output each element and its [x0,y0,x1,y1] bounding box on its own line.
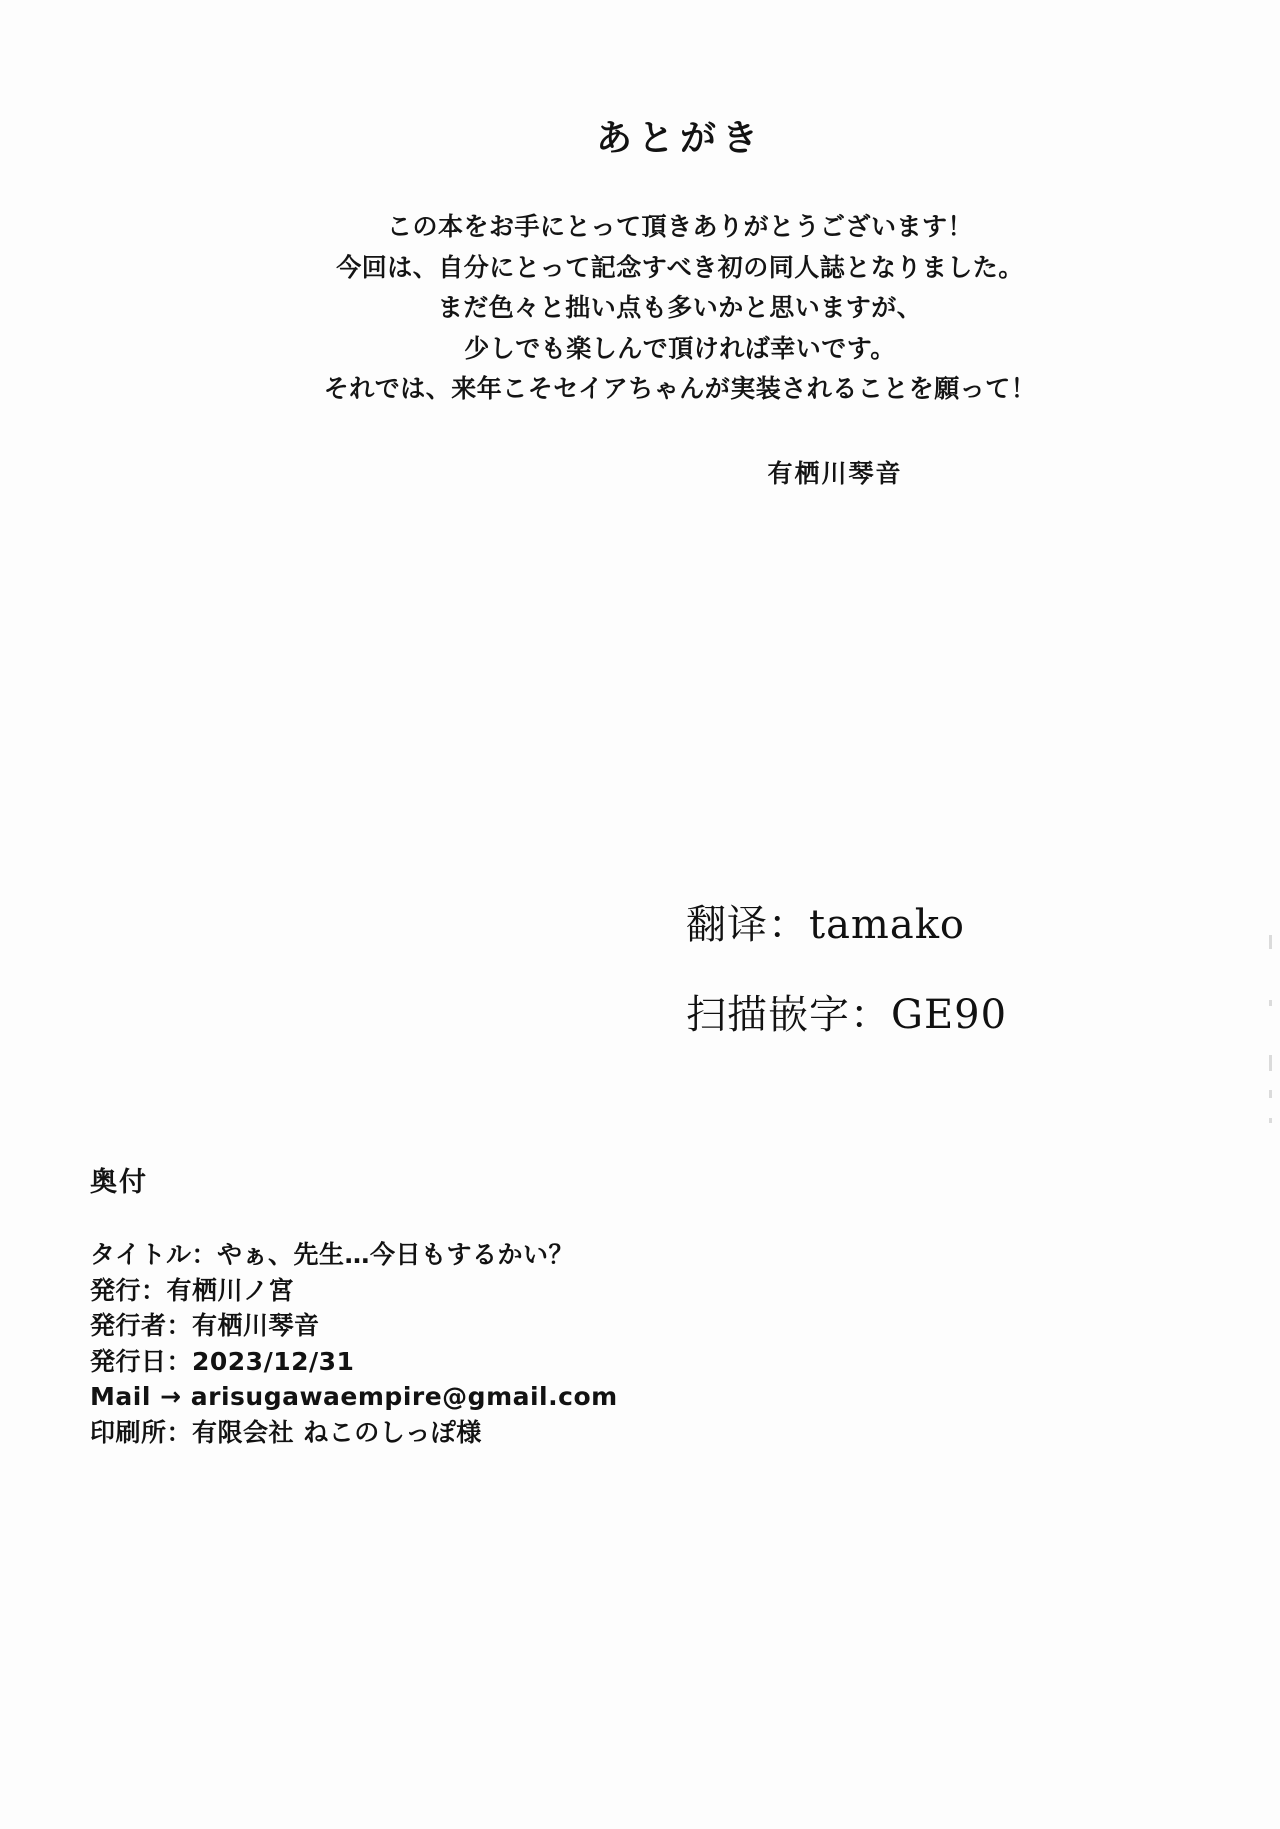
colophon-entry-date: 発行日：2023/12/31 [90,1346,355,1376]
scan-artifact [1269,1118,1272,1123]
typesetting-credit: 扫描嵌字：GE90 [686,992,1008,1038]
afterword-section [180,110,1180,490]
colophon-entry-circle: 発行：有栖川ノ宮 [90,1275,295,1305]
afterword-body [180,207,1180,410]
scan-artifact [1269,935,1272,949]
colophon-list [90,1237,618,1450]
scan-artifact [1269,1090,1272,1098]
scan-artifact [1269,1055,1272,1071]
colophon-entry-title: タイトル：やぁ、先生…今日もするかい？ [90,1240,575,1269]
author-signature: 有栖川琴音 [767,458,903,488]
colophon-section [90,1160,618,1450]
translation-credit: 翻译：tamako [686,902,966,948]
scan-artifact [1269,1000,1272,1006]
afterword-title: あとがき [595,118,764,159]
colophon-entry-mail: Mail → arisugawaempire@gmail.com [90,1382,618,1411]
afterword-line: 今回は、自分にとって記念すべき初の同人誌となりました。 [336,252,1024,282]
afterword-line: 少しでも楽しんで頂ければ幸いです。 [464,333,896,363]
colophon-entry-publisher: 発行者：有栖川琴音 [90,1311,320,1340]
credits-section [686,902,1008,1085]
afterword-line: この本をお手にとって頂きありがとうございます！ [386,212,973,241]
colophon-heading: 奥付 [90,1167,148,1198]
afterword-line: それでは、来年こそセイアちゃんが実装されることを願って！ [323,374,1037,403]
afterword-line: まだ色々と拙い点も多いかと思いますが、 [437,293,923,322]
colophon-entry-printer: 印刷所：有限会社 ねこのしっぽ様 [90,1417,482,1447]
